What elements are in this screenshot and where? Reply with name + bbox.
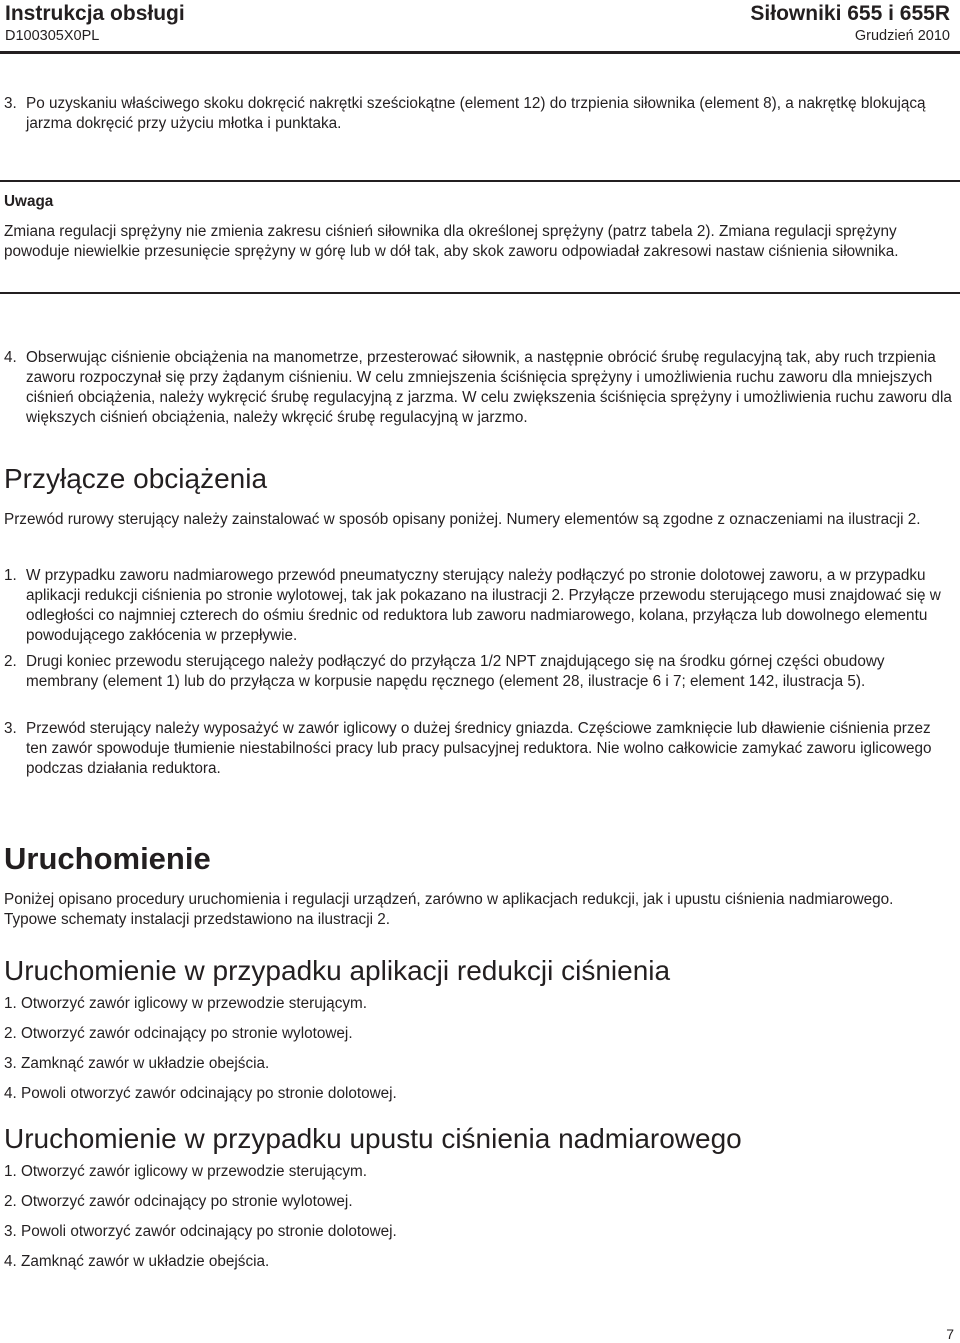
section-heading-startup: Uruchomienie [4, 841, 211, 876]
step-3-paragraph [4, 94, 954, 134]
load-item-2 [4, 652, 954, 692]
document-date: Grudzień 2010 [854, 28, 950, 44]
document-title: Instrukcja obsługi [5, 2, 185, 25]
load-item-3 [4, 719, 954, 779]
load-connection-intro: Przewód rurowy sterujący należy zainstalować w sposób opisany poniżej. Numery elementów są zgodne z oznaczeniami na ilustracji 2. [4, 511, 921, 528]
header-rule [0, 51, 960, 54]
note-bottom-rule [0, 292, 960, 294]
document-id: D100305X0PL [5, 28, 100, 44]
reduction-step-4: 4. Powoli otworzyć zawór odcinający po stronie dolotowej. [4, 1085, 397, 1102]
reduction-step-2: 2. Otworzyć zawór odcinający po stronie wylotowej. [4, 1025, 353, 1042]
note-title: Uwaga [4, 193, 54, 210]
relief-step-2: 2. Otworzyć zawór odcinający po stronie wylotowej. [4, 1193, 353, 1210]
section-heading-relief: Uruchomienie w przypadku upustu ciśnienia nadmiarowego [4, 1123, 742, 1154]
relief-step-3: 3. Powoli otworzyć zawór odcinający po stronie dolotowej. [4, 1223, 397, 1240]
step-4-paragraph [4, 348, 954, 428]
load-item-1-text: W przypadku zaworu nadmiarowego przewód pneumatyczny sterujący należy podłączyć po stronie dolotowej zaworu, a w przypadku aplikacji redukcji ciśnienia po stronie wylotowej, tak jak pokazano na ilustracji 2. Przyłącze przewodu sterującego musi znajdować się w odległości co najmniej czterech do ośmiu średnic od reduktora lub zaworu nadmiarowego, kolana, przyłącza lub dowolnego elementu powodującego zakłócenia w przepływie. [26, 567, 941, 644]
note-top-rule [0, 180, 960, 182]
load-item-1 [4, 566, 954, 646]
section-heading-reduction: Uruchomienie w przypadku aplikacji redukcji ciśnienia [4, 955, 671, 986]
page-header [0, 0, 960, 54]
relief-step-1: 1. Otworzyć zawór iglicowy w przewodzie sterującym. [4, 1163, 367, 1180]
reduction-step-3: 3. Zamknąć zawór w układzie obejścia. [4, 1055, 270, 1072]
product-name: Siłowniki 655 i 655R [750, 2, 950, 25]
startup-intro: Poniżej opisano procedury uruchomienia i regulacji urządzeń, zarówno w aplikacjach redukcji, jak i upustu ciśnienia nadmiarowego. Typowe schematy instalacji przedstawiono na ilustracji 2. [4, 891, 894, 928]
step-3-number: 3. [4, 95, 17, 112]
page-number: 7 [946, 1326, 954, 1342]
load-item-1-number: 1. [4, 567, 17, 584]
step-4-number: 4. [4, 349, 17, 366]
step-4-text: Obserwując ciśnienie obciążenia na manometrze, przesterować siłownik, a następnie obrócić śrubę regulacyjną tak, aby ruch trzpienia zaworu rozpoczynał się przy żądanym ciśnieniu. W celu zmniejszenia ściśnięcia sprężyny i umożliwienia ruchu zaworu dla mniejszych ciśnień obciążenia, należy wykręcić śrubę regulacyjną z jarzma. W celu zwiększenia ściśnięcia sprężyny i umożliwienia ruchu zaworu dla większych ciśnień obciążenia, należy wkręcić śrubę regulacyjną w jarzmo. [26, 349, 952, 426]
load-item-2-text: Drugi koniec przewodu sterującego należy podłączyć do przyłącza 1/2 NPT znajdującego się na środku górnej części obudowy membrany (element 1) lub do przyłącza w korpusie napędu ręcznego (element 28, ilustracje 6 i 7; element 142, ilustracja 5). [26, 653, 885, 690]
reduction-step-1: 1. Otworzyć zawór iglicowy w przewodzie sterującym. [4, 995, 367, 1012]
note-text: Zmiana regulacji sprężyny nie zmienia zakresu ciśnień siłownika dla określonej sprężyny (patrz tabela 2). Zmiana regulacji sprężyny powoduje niewielkie przesunięcie sprężyny w górę lub w dół tak, aby skok zaworu odpowiadał zakresowi nastaw ciśnienia siłownika. [4, 223, 899, 260]
section-heading-load-connection: Przyłącze obciążenia [4, 463, 268, 494]
load-item-3-text: Przewód sterujący należy wyposażyć w zawór iglicowy o dużej średnicy gniazda. Częściowe zamknięcie lub dławienie ciśnienia przez ten zawór spowoduje tłumienie niestabilności pracy lub pracy pulsacyjnej reduktora. Nie wolno całkowicie zamykać zaworu iglicowego podczas działania reduktora. [26, 720, 932, 777]
step-3-text: Po uzyskaniu właściwego skoku dokręcić nakrętki sześciokątne (element 12) do trzpienia siłownika (element 8), a nakrętkę blokującą jarzma dokręcić przy użyciu młotka i punktaka. [26, 95, 926, 132]
load-item-3-number: 3. [4, 720, 17, 737]
relief-step-4: 4. Zamknąć zawór w układzie obejścia. [4, 1253, 270, 1270]
load-item-2-number: 2. [4, 653, 17, 670]
